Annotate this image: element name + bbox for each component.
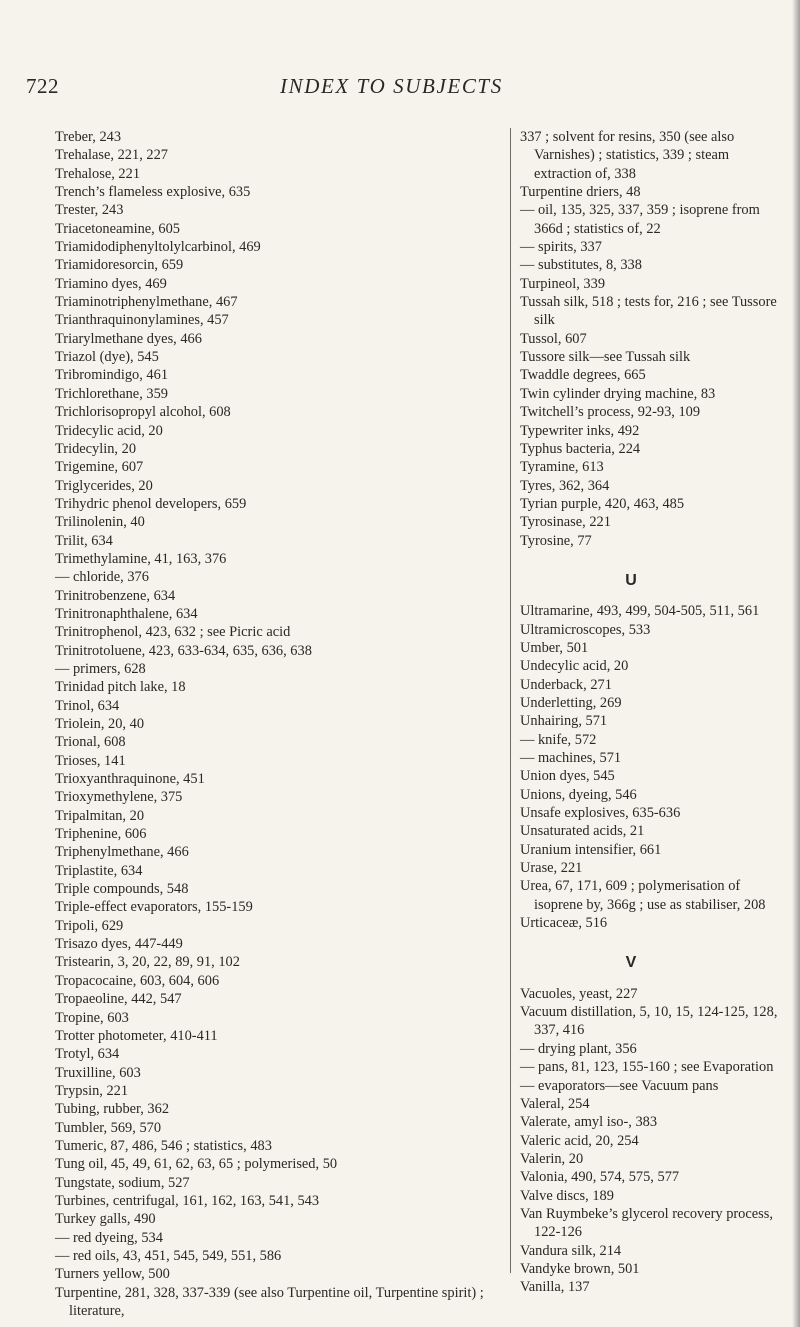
index-entry: Valerate, amyl iso-, 383 — [520, 1114, 658, 1131]
index-entry: Tripoli, 629 — [55, 917, 124, 934]
index-entry: Valonia, 490, 574, 575, 577 — [520, 1169, 680, 1186]
index-entry: Trench’s flameless explosive, 635 — [55, 184, 251, 201]
index-entry: Turbines, centrifugal, 161, 162, 163, 541, 543 — [55, 1192, 320, 1209]
index-entry: Tribromindigo, 461 — [55, 367, 169, 384]
index-entry: Trihydric phenol developers, 659 — [55, 495, 247, 512]
index-entry: — oil, 135, 325, 337, 359 ; isoprene from 366d ; statistics of, 22 — [520, 202, 760, 237]
index-entry: Umber, 501 — [520, 639, 589, 656]
index-entry: Vacuoles, yeast, 227 — [520, 985, 638, 1002]
index-entry: Turkey galls, 490 — [55, 1211, 156, 1228]
index-entry: Trinitrotoluene, 423, 633-634, 635, 636, 638 — [55, 642, 312, 659]
index-entry: Trinol, 634 — [55, 697, 120, 714]
index-entry: Trioses, 141 — [55, 752, 126, 769]
section-letter-v: V — [625, 954, 637, 972]
index-entry: Valeral, 254 — [520, 1095, 590, 1112]
index-entry: Union dyes, 545 — [520, 768, 615, 785]
index-entry: Tussore silk—see Tussah silk — [520, 349, 691, 366]
index-entry: Triamidodiphenyltolylcarbinol, 469 — [55, 239, 261, 256]
index-entry: Tropine, 603 — [55, 1009, 129, 1026]
index-entry: Tyramine, 613 — [520, 459, 604, 476]
index-entry: Van Ruymbeke’s glycerol recovery process, 122-126 — [520, 1205, 773, 1241]
index-entry: Tridecylic acid, 20 — [55, 422, 163, 439]
index-entry: — red dyeing, 534 — [55, 1229, 163, 1246]
index-entry: Triglycerides, 20 — [55, 477, 153, 494]
index-entry: Twitchell’s process, 92-93, 109 — [520, 404, 701, 421]
index-entry: Triamidoresorcin, 659 — [55, 257, 184, 274]
index-entry: Tyrian purple, 420, 463, 485 — [520, 495, 685, 512]
index-entry: — red oils, 43, 451, 545, 549, 551, 586 — [55, 1247, 282, 1264]
section-letter-u: U — [625, 571, 637, 589]
index-entry: Turpineol, 339 — [520, 275, 606, 292]
index-entry: Tridecylin, 20 — [55, 440, 137, 457]
index-entry: Tumbler, 569, 570 — [55, 1119, 162, 1136]
index-entry: Unions, dyeing, 546 — [520, 786, 637, 803]
index-entry: Tyrosine, 77 — [520, 532, 592, 549]
index-entry: Tyres, 362, 364 — [520, 477, 610, 494]
index-entry: Trotyl, 634 — [55, 1046, 120, 1063]
index-entry: Trimethylamine, 41, 163, 376 — [55, 550, 227, 567]
index-entry: Turpentine driers, 48 — [520, 184, 641, 201]
index-entry: 337 ; solvent for resins, 350 (see also Varnishes) ; statistics, 339 ; steam extraction of, 338 — [520, 129, 735, 182]
index-entry: Tropacocaine, 603, 604, 606 — [55, 972, 220, 989]
index-entry: Trioxymethylene, 375 — [55, 789, 183, 806]
index-entry: Twaddle degrees, 665 — [520, 367, 646, 384]
index-entry: — evaporators—see Vacuum pans — [520, 1077, 719, 1094]
index-entry: Undecylic acid, 20 — [520, 658, 629, 675]
index-entry: Trehalase, 221, 227 — [55, 147, 168, 164]
index-entry: Tristearin, 3, 20, 22, 89, 91, 102 — [55, 954, 240, 971]
index-entry: Triplastite, 634 — [55, 862, 143, 879]
index-entry: Triple-effect evaporators, 155-159 — [55, 899, 253, 916]
index-entry: Trianthraquinonylamines, 457 — [55, 312, 229, 329]
index-entry: Uranium intensifier, 661 — [520, 841, 662, 858]
index-entry: Triarylmethane dyes, 466 — [55, 330, 202, 347]
index-entry: Triple compounds, 548 — [55, 881, 189, 898]
index-entry: Valerin, 20 — [520, 1150, 584, 1167]
index-entry: Twin cylinder drying machine, 83 — [520, 385, 716, 402]
index-entry: Vandyke brown, 501 — [520, 1260, 640, 1277]
index-entry: Trypsin, 221 — [55, 1082, 129, 1099]
page-edge-shadow — [792, 0, 800, 1327]
index-entry: Trichlorisopropyl alcohol, 608 — [55, 404, 231, 421]
index-entry: Vacuum distillation, 5, 10, 15, 124-125, 128, 337, 416 — [520, 1004, 778, 1039]
index-entry: Tumeric, 87, 486, 546 ; statistics, 483 — [55, 1137, 272, 1154]
index-entry: — spirits, 337 — [520, 239, 602, 256]
index-entry: Ultramarine, 493, 499, 504-505, 511, 561 — [520, 603, 760, 620]
index-entry: Triaminotriphenylmethane, 467 — [55, 294, 238, 311]
index-entry: Trisazo dyes, 447-449 — [55, 936, 183, 953]
index-entry: Triamino dyes, 469 — [55, 275, 167, 292]
index-entry: — machines, 571 — [520, 750, 622, 766]
index-entry: — pans, 81, 123, 155-160 ; see Evaporation — [520, 1059, 774, 1076]
index-entry: Trehalose, 221 — [55, 165, 141, 182]
index-entry: Vanilla, 137 — [520, 1279, 590, 1296]
index-entry: Truxilline, 603 — [55, 1064, 141, 1081]
index-entry: — drying plant, 356 — [520, 1040, 637, 1057]
index-entry: Trigemine, 607 — [55, 459, 144, 476]
column-divider — [510, 128, 511, 1273]
index-entry: Ultramicroscopes, 533 — [520, 621, 651, 638]
index-entry: — chloride, 376 — [55, 569, 149, 586]
index-entry: Trotter photometer, 410-411 — [55, 1027, 218, 1044]
index-entry: Turpentine, 281, 328, 337-339 (see also Turpentine oil, Turpentine spirit) ; literature, — [55, 1284, 484, 1319]
index-entry: Trester, 243 — [55, 202, 124, 219]
index-entry: Trichlorethane, 359 — [55, 385, 168, 402]
index-entry: Trioxyanthraquinone, 451 — [55, 771, 205, 788]
index-entry: Triphenylmethane, 466 — [55, 844, 189, 861]
index-entry: Unsaturated acids, 21 — [520, 823, 645, 840]
index-entry: Valve discs, 189 — [520, 1187, 614, 1204]
index-entry: Vandura silk, 214 — [520, 1242, 622, 1259]
index-entry: Tyrosinase, 221 — [520, 514, 611, 531]
index-entry: Tung oil, 45, 49, 61, 62, 63, 65 ; polymerised, 50 — [55, 1156, 338, 1173]
index-entry: Unsafe explosives, 635-636 — [520, 805, 681, 822]
index-entry: Trilit, 634 — [55, 532, 113, 549]
index-entry: Triazol (dye), 545 — [55, 349, 159, 366]
index-entry: Typewriter inks, 492 — [520, 422, 640, 439]
index-entry: Trinitronaphthalene, 634 — [55, 605, 198, 622]
index-entry: Tubing, rubber, 362 — [55, 1101, 170, 1118]
running-head: INDEX TO SUBJECTS — [280, 74, 503, 98]
index-entry: Tropaeoline, 442, 547 — [55, 991, 182, 1008]
page-number: 722 — [26, 74, 59, 98]
index-entry: Triacetoneamine, 605 — [55, 220, 180, 237]
index-entry: Tussah silk, 518 ; tests for, 216 ; see Tussore silk — [520, 294, 777, 329]
index-entry: Tussol, 607 — [520, 330, 587, 347]
index-entry: Valeric acid, 20, 254 — [520, 1132, 639, 1149]
index-entry: — knife, 572 — [520, 731, 597, 748]
index-entry: Tungstate, sodium, 527 — [55, 1174, 190, 1191]
index-entry: Trinitrophenol, 423, 632 ; see Picric acid — [55, 624, 291, 641]
index-entry: Typhus bacteria, 224 — [520, 440, 641, 457]
right-column — [520, 128, 782, 1297]
index-entry: — primers, 628 — [55, 660, 146, 677]
v-entries — [520, 985, 782, 1297]
index-entry: Unhairing, 571 — [520, 713, 608, 730]
index-entry: Urea, 67, 171, 609 ; polymerisation of isoprene by, 366g ; use as stabiliser, 208 — [520, 878, 766, 913]
index-entry: Trilinolenin, 40 — [55, 514, 145, 531]
index-entry: Urase, 221 — [520, 860, 583, 877]
u-entries — [520, 602, 782, 932]
index-entry: — substitutes, 8, 338 — [520, 257, 642, 274]
index-entry: Trional, 608 — [55, 734, 126, 751]
index-entry: Tripalmitan, 20 — [55, 807, 145, 824]
index-entry: Urticaceæ, 516 — [520, 915, 608, 932]
index-entry: Underletting, 269 — [520, 694, 622, 711]
t-continued-entries — [520, 128, 782, 550]
index-entry: Trinitrobenzene, 634 — [55, 587, 176, 604]
index-entry: Trinidad pitch lake, 18 — [55, 679, 186, 696]
index-entry: Turners yellow, 500 — [55, 1266, 170, 1283]
index-entry: Triolein, 20, 40 — [55, 716, 145, 732]
index-entry: Triphenine, 606 — [55, 826, 147, 843]
index-entry: Underback, 271 — [520, 676, 612, 693]
left-column — [55, 128, 500, 1320]
index-entry: Treber, 243 — [55, 129, 122, 145]
